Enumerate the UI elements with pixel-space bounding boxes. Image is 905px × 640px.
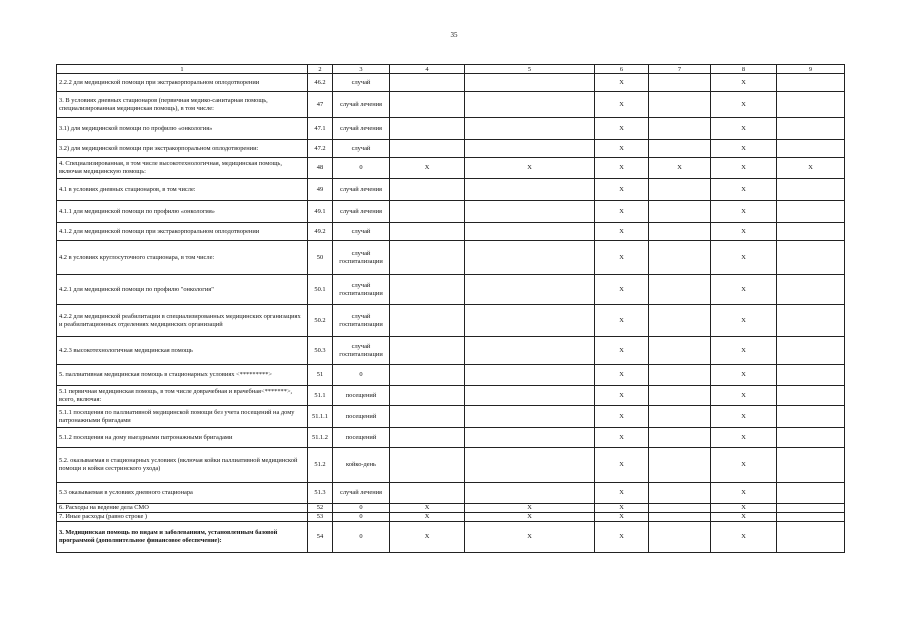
row-name: 4.1.2 для медицинской помощи при экстракорпоральном оплодотворении: [57, 223, 308, 241]
mark-cell: [649, 92, 711, 118]
header-row: [57, 65, 845, 74]
row-name: 4.2.2 для медицинской реабилитации в специализированных медицинских организациях и реабилитационных отделениях медицинских организаций: [57, 305, 308, 337]
mark-cell: [649, 504, 711, 513]
header-cell: 9: [777, 65, 845, 74]
mark-cell: [777, 201, 845, 223]
table-row: [57, 118, 845, 140]
mark-cell: [777, 92, 845, 118]
row-unit: случай госпитализации: [333, 241, 390, 275]
mark-cell: X: [711, 201, 777, 223]
row-code: 47: [308, 92, 333, 118]
mark-cell: [649, 337, 711, 365]
row-code: 53: [308, 513, 333, 522]
row-unit: случай госпитализации: [333, 337, 390, 365]
mark-cell: X: [711, 386, 777, 406]
row-unit: случай лечения: [333, 118, 390, 140]
row-code: 50.1: [308, 275, 333, 305]
row-code: 51.2: [308, 448, 333, 483]
mark-cell: X: [711, 305, 777, 337]
mark-cell: X: [711, 158, 777, 179]
mark-cell: [465, 118, 595, 140]
mark-cell: X: [595, 275, 649, 305]
mark-cell: [390, 483, 465, 504]
mark-cell: [465, 483, 595, 504]
mark-cell: X: [465, 158, 595, 179]
row-code: 54: [308, 522, 333, 553]
mark-cell: [465, 305, 595, 337]
row-unit: посещений: [333, 406, 390, 428]
row-unit: 0: [333, 522, 390, 553]
mark-cell: X: [595, 406, 649, 428]
mark-cell: X: [711, 483, 777, 504]
table-row: [57, 386, 845, 406]
row-name: 4. Специализированная, в том числе высокотехнологичная, медицинская помощь, включая медицинскую помощь:: [57, 158, 308, 179]
mark-cell: [649, 241, 711, 275]
mark-cell: [777, 118, 845, 140]
mark-cell: [649, 522, 711, 553]
mark-cell: [649, 140, 711, 158]
mark-cell: [649, 513, 711, 522]
mark-cell: X: [595, 365, 649, 386]
row-unit: случай лечения: [333, 483, 390, 504]
mark-cell: X: [649, 158, 711, 179]
mark-cell: X: [777, 158, 845, 179]
mark-cell: [390, 74, 465, 92]
header-cell: 1: [57, 65, 308, 74]
row-name: 6. Расходы на ведение дела СМО: [57, 504, 308, 513]
mark-cell: X: [595, 140, 649, 158]
mark-cell: X: [711, 223, 777, 241]
mark-cell: [777, 386, 845, 406]
row-code: 50.2: [308, 305, 333, 337]
row-code: 52: [308, 504, 333, 513]
mark-cell: X: [465, 504, 595, 513]
mark-cell: X: [390, 522, 465, 553]
table-row: [57, 241, 845, 275]
mark-cell: X: [711, 448, 777, 483]
row-code: 51.1: [308, 386, 333, 406]
mark-cell: [390, 428, 465, 448]
mark-cell: X: [595, 522, 649, 553]
row-name: 4.2.3 высокотехнологичная медицинская помощь: [57, 337, 308, 365]
mark-cell: [390, 201, 465, 223]
mark-cell: X: [711, 92, 777, 118]
mark-cell: [777, 223, 845, 241]
table-row: [57, 158, 845, 179]
table-row: [57, 504, 845, 513]
header-cell: 5: [465, 65, 595, 74]
mark-cell: [465, 241, 595, 275]
mark-cell: [465, 448, 595, 483]
mark-cell: [649, 483, 711, 504]
mark-cell: [390, 305, 465, 337]
mark-cell: [465, 428, 595, 448]
row-unit: посещений: [333, 428, 390, 448]
row-name: 4.2 в условиях круглосуточного стационара, в том числе:: [57, 241, 308, 275]
mark-cell: X: [465, 522, 595, 553]
row-code: 49.2: [308, 223, 333, 241]
mark-cell: X: [465, 513, 595, 522]
row-unit: случай госпитализации: [333, 305, 390, 337]
row-name: 5.1.2 посещения на дому выездными патронажными бригадами: [57, 428, 308, 448]
mark-cell: X: [711, 74, 777, 92]
mark-cell: [777, 140, 845, 158]
row-name: 4.1 в условиях дневных стационаров, в том числе:: [57, 179, 308, 201]
mark-cell: [649, 305, 711, 337]
mark-cell: [649, 448, 711, 483]
table-row: [57, 483, 845, 504]
mark-cell: [777, 483, 845, 504]
mark-cell: [649, 118, 711, 140]
row-code: 49.1: [308, 201, 333, 223]
table-row: [57, 275, 845, 305]
mark-cell: X: [595, 305, 649, 337]
mark-cell: [390, 448, 465, 483]
row-name: 2.2.2 для медицинской помощи при экстракорпоральном оплодотворении: [57, 74, 308, 92]
row-unit: койко-день: [333, 448, 390, 483]
row-unit: случай: [333, 74, 390, 92]
mark-cell: X: [711, 179, 777, 201]
mark-cell: X: [595, 74, 649, 92]
table-row: [57, 74, 845, 92]
mark-cell: X: [595, 337, 649, 365]
row-code: 48: [308, 158, 333, 179]
mark-cell: [649, 74, 711, 92]
mark-cell: [777, 337, 845, 365]
row-name: 4.1.1 для медицинской помощи по профилю «онкология»: [57, 201, 308, 223]
table-row: [57, 513, 845, 522]
mark-cell: [649, 179, 711, 201]
row-unit: случай: [333, 223, 390, 241]
table-row: [57, 522, 845, 553]
mark-cell: [465, 223, 595, 241]
row-unit: случай лечения: [333, 92, 390, 118]
mark-cell: [465, 140, 595, 158]
table-row: [57, 140, 845, 158]
mark-cell: X: [595, 428, 649, 448]
row-code: 51.1.1: [308, 406, 333, 428]
row-code: 47.2: [308, 140, 333, 158]
mark-cell: X: [595, 201, 649, 223]
mark-cell: X: [711, 118, 777, 140]
row-unit: случай госпитализации: [333, 275, 390, 305]
mark-cell: [465, 92, 595, 118]
mark-cell: [649, 365, 711, 386]
row-code: 51.3: [308, 483, 333, 504]
mark-cell: X: [595, 241, 649, 275]
row-unit: 0: [333, 365, 390, 386]
mark-cell: X: [595, 118, 649, 140]
table-row: [57, 448, 845, 483]
mark-cell: X: [595, 179, 649, 201]
mark-cell: [777, 365, 845, 386]
table-row: [57, 406, 845, 428]
table-row: [57, 223, 845, 241]
mark-cell: X: [711, 406, 777, 428]
row-code: 51.1.2: [308, 428, 333, 448]
table-row: [57, 92, 845, 118]
mark-cell: [465, 74, 595, 92]
mark-cell: [777, 504, 845, 513]
header-cell: 2: [308, 65, 333, 74]
mark-cell: [390, 140, 465, 158]
mark-cell: [465, 179, 595, 201]
row-unit: случай: [333, 140, 390, 158]
mark-cell: X: [595, 223, 649, 241]
header-cell: 7: [649, 65, 711, 74]
mark-cell: X: [711, 513, 777, 522]
row-name: 4.2.1 для медицинской помощи по профилю "онкология": [57, 275, 308, 305]
mark-cell: [465, 275, 595, 305]
mark-cell: [465, 201, 595, 223]
row-name: 5.2. оказываемая в стационарных условиях (включая койки паллиативной медицинской помощи и койки сестринского ухода): [57, 448, 308, 483]
row-unit: посещений: [333, 386, 390, 406]
row-name: 5.3 оказываемая в условиях дневного стационара: [57, 483, 308, 504]
mark-cell: [777, 406, 845, 428]
mark-cell: X: [595, 448, 649, 483]
row-unit: 0: [333, 513, 390, 522]
mark-cell: X: [390, 158, 465, 179]
row-name: 5. паллиативная медицинская помощь в стационарных условиях <*********>: [57, 365, 308, 386]
mark-cell: X: [595, 386, 649, 406]
row-name: 3. В условиях дневных стационаров (первичная медико-санитарная помощь, специализированная медицинская помощь), в том числе:: [57, 92, 308, 118]
mark-cell: [777, 428, 845, 448]
mark-cell: [390, 241, 465, 275]
header-cell: 3: [333, 65, 390, 74]
mark-cell: [777, 448, 845, 483]
table-row: [57, 305, 845, 337]
mark-cell: X: [711, 275, 777, 305]
row-unit: случай лечения: [333, 201, 390, 223]
mark-cell: X: [711, 522, 777, 553]
row-code: 49: [308, 179, 333, 201]
mark-cell: X: [711, 140, 777, 158]
row-name: 3. Медицинская помощь по видам и заболеваниям, установленным базовой программой (дополнительное финансовое обеспечение):: [57, 522, 308, 553]
mark-cell: X: [390, 504, 465, 513]
mark-cell: X: [711, 337, 777, 365]
mark-cell: [649, 223, 711, 241]
mark-cell: X: [711, 365, 777, 386]
row-unit: 0: [333, 158, 390, 179]
mark-cell: X: [595, 158, 649, 179]
row-name: 5.1.1 посещения по паллиативной медицинской помощи без учета посещений на дому патронажными бригадами: [57, 406, 308, 428]
row-name: 3.1) для медицинской помощи по профилю «онкология»: [57, 118, 308, 140]
mark-cell: [465, 337, 595, 365]
row-code: 51: [308, 365, 333, 386]
mark-cell: X: [595, 483, 649, 504]
header-cell: 8: [711, 65, 777, 74]
mark-cell: [465, 406, 595, 428]
mark-cell: [465, 386, 595, 406]
row-unit: случай лечения: [333, 179, 390, 201]
mark-cell: [390, 337, 465, 365]
row-code: 47.1: [308, 118, 333, 140]
mark-cell: [390, 179, 465, 201]
row-name: 3.2) для медицинской помощи при экстракорпоральном оплодотворении:: [57, 140, 308, 158]
page-number: 35: [450, 31, 458, 39]
mark-cell: [649, 275, 711, 305]
row-unit: 0: [333, 504, 390, 513]
mark-cell: X: [711, 241, 777, 275]
mark-cell: [390, 386, 465, 406]
header-cell: 6: [595, 65, 649, 74]
mark-cell: [777, 513, 845, 522]
mark-cell: [649, 201, 711, 223]
mark-cell: [390, 118, 465, 140]
mark-cell: X: [711, 428, 777, 448]
mark-cell: [390, 223, 465, 241]
mark-cell: [777, 522, 845, 553]
row-name: 5.1 первичная медицинская помощь, в том числе доврачебная и врачебная<*******>, всего, включая:: [57, 386, 308, 406]
table-row: [57, 337, 845, 365]
row-code: 46.2: [308, 74, 333, 92]
mark-cell: [777, 74, 845, 92]
financing-table: [56, 64, 845, 553]
row-code: 50.3: [308, 337, 333, 365]
mark-cell: [465, 365, 595, 386]
mark-cell: [390, 92, 465, 118]
mark-cell: X: [390, 513, 465, 522]
mark-cell: [777, 275, 845, 305]
mark-cell: [649, 386, 711, 406]
row-name: 7. Иные расходы (равно строке ): [57, 513, 308, 522]
table-row: [57, 179, 845, 201]
table-row: [57, 201, 845, 223]
table-row: [57, 428, 845, 448]
mark-cell: [777, 179, 845, 201]
mark-cell: [649, 406, 711, 428]
mark-cell: X: [595, 513, 649, 522]
mark-cell: [649, 428, 711, 448]
mark-cell: [390, 406, 465, 428]
mark-cell: X: [595, 504, 649, 513]
mark-cell: [390, 275, 465, 305]
table-row: [57, 365, 845, 386]
header-cell: 4: [390, 65, 465, 74]
mark-cell: [777, 305, 845, 337]
mark-cell: [390, 365, 465, 386]
mark-cell: X: [595, 92, 649, 118]
mark-cell: [777, 241, 845, 275]
mark-cell: X: [711, 504, 777, 513]
row-code: 50: [308, 241, 333, 275]
